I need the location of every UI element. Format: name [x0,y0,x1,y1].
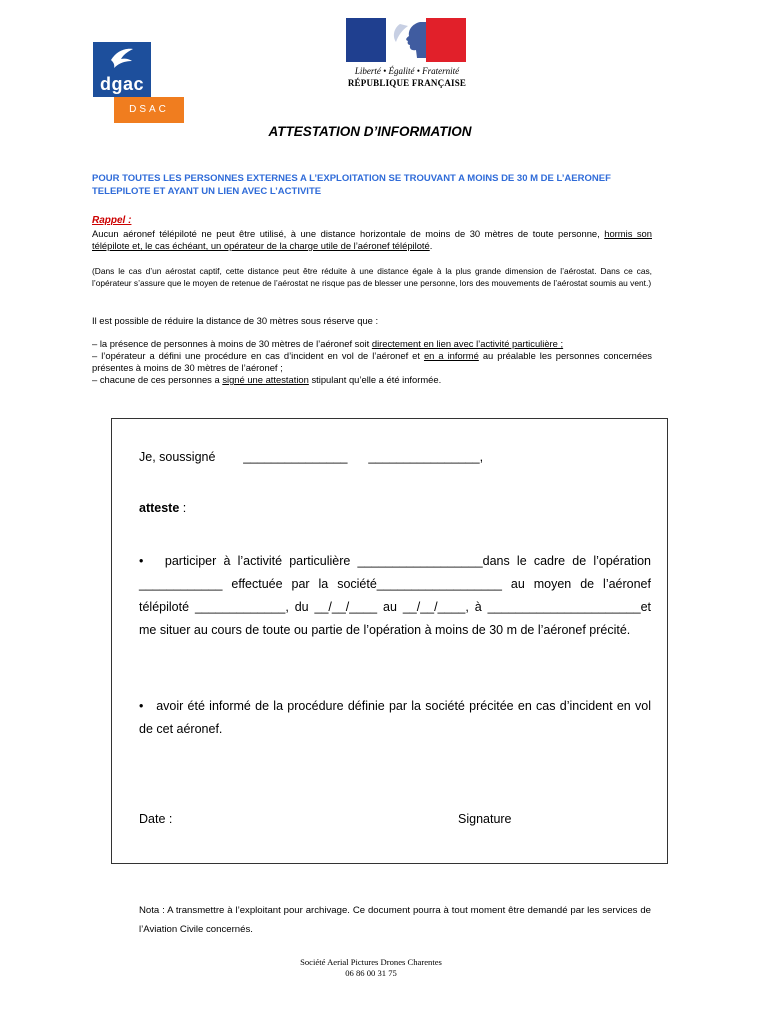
page-subtitle: POUR TOUTES LES PERSONNES EXTERNES A L’EXPLOITATION SE TROUVANT A MOINS DE 30 M DE L’AERONEF TELEPILOTE ET AYANT UN LIEN AVEC L’ACTIVITE [92,173,611,197]
dgac-logo [93,42,151,98]
bullet-participer: • participer à l’activité particulière __________________dans le cadre de l’opération ____________ effectuée par la société__________________ au moyen de l’aéronef télépiloté _____________, du __/__/____ au __/__/____, à ______________________et me situer au cours de toute ou partie de l’opération à moins de 30 m de l’aéronef précité. [139,554,651,637]
dgac-logo-text: dgac [99,74,144,94]
rappel-text: Aucun aéronef télépiloté ne peut être utilisé, à une distance horizontale de moins de 30 mètres de toute personne, hormis son télépilote et, le cas échéant, un opérateur de la charge utile de l’aéronef télépiloté. [92,228,652,251]
bullet-symbol: • [139,699,144,713]
bullet-symbol: • [139,554,144,568]
rappel-underlined: hormis son télépilote et, le cas échéant, un opérateur de la charge utile de l’aéronef télépiloté [92,228,652,251]
rappel-label: Rappel : [92,215,132,226]
date-label: Date : [139,812,173,826]
je-soussigne-line: Je, soussigné _______________ ________________, [139,450,484,464]
page-title: ATTESTATION D’INFORMATION [268,124,472,139]
footer-phone: 06 86 00 31 75 [345,968,397,978]
footer [0,957,742,979]
bird-icon [108,46,136,70]
condition-2: – l’opérateur a défini une procédure en cas d’incident en vol de l’aéronef et en a informé au préalable les personnes concernées présentes à moins de 30 mètres de l’aéronef ; [92,350,652,373]
conditions-list [92,338,652,386]
rf-name: RÉPUBLIQUE FRANÇAISE [347,78,467,88]
republique-francaise-logo [346,18,468,88]
french-flag-icon [346,18,466,62]
dsac-tag: DSAC [114,97,184,123]
nota-text: Nota : A transmettre à l’exploitant pour archivage. Ce document pourra à tout moment être demandé par les services de l’Aviation Civile concernés. [139,905,651,935]
condition-1: – la présence de personnes à moins de 30 mètres de l’aéronef soit directement en lien avec l’activité particulière ; [92,338,564,349]
aerostat-note: (Dans le cas d’un aérostat captif, cette distance peut être réduite à une distance égale à la plus grande dimension de l’aérostat. Dans ce cas, l’opérateur s’assure que le moyen de retenue de l’aérostat ne risque pas de blesser une personne, lors des mouvements de l’aérostat soumis au vent.) [92,266,652,288]
signature-label: Signature [458,812,512,826]
condition-3: – chacune de ces personnes a signé une attestation stipulant qu’elle a été informée. [92,374,442,385]
footer-company: Société Aerial Pictures Drones Charentes [300,957,442,967]
dsac-spacer [93,97,114,123]
bullet-informe: • avoir été informé de la procédure définie par la société précitée en cas d’incident en vol de cet aéronef. [139,699,651,736]
rf-motto: Liberté • Égalité • Fraternité [354,66,460,76]
atteste-label: atteste : [139,501,187,515]
reduction-intro: Il est possible de réduire la distance de 30 mètres sous réserve que : [92,315,379,326]
marianne-icon [386,18,426,62]
